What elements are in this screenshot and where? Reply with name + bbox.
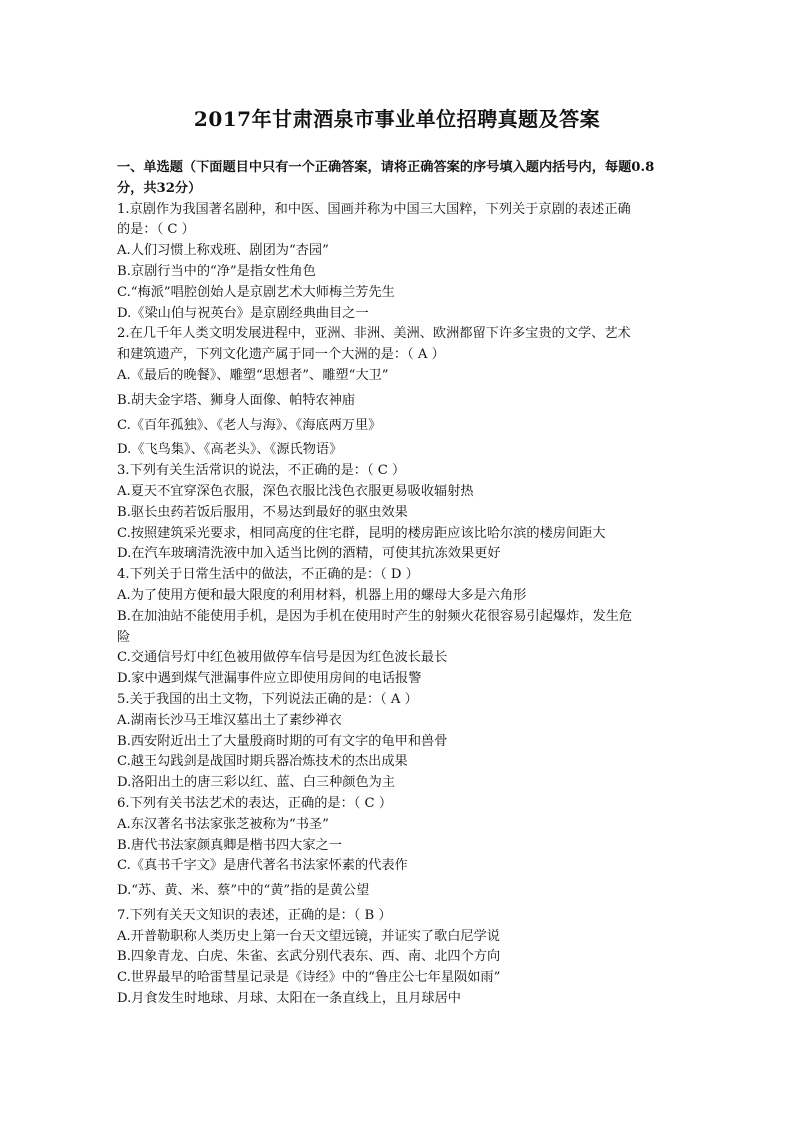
answer-option: B.西安附近出土了大量殷商时期的可有文字的龟甲和兽骨 [117,733,448,749]
answer-option: C.《百年孤独》、《老人与海》、《海底两万里》 [117,417,382,433]
question-block [117,906,697,1010]
answer-option: B.京剧行当中的“净”是指女性角色 [117,263,316,279]
question-block [117,324,697,461]
question-block [117,794,697,902]
question-block [117,690,697,794]
question-stem: 的是：（ C ） [117,222,195,238]
answer-option: D.月食发生时地球、月球、太阳在一条直线上，且月球居中 [117,991,461,1007]
section-heading-line: 一、单选题（下面题目中只有一个正确答案，请将正确答案的序号填入题内括号内，每题0.8 [117,160,655,175]
answer-option: D.“苏、黄、米、蔡”中的“黄”指的是黄公望 [117,883,370,899]
answer-option: B.驱长虫药若饭后服用，不易达到最好的驱虫效果 [117,504,408,520]
answer-option: A.开普勒职称人类历史上第一台天文望远镜，并证实了歌白尼学说 [117,928,500,944]
answer-option: A.《最后的晚餐》、雕塑“思想者”、雕塑“大卫” [117,367,389,383]
question-block [117,461,697,565]
answer-option: D.家中遇到煤气泄漏事件应立即使用房间的电话报警 [117,671,422,687]
answer-option: A.为了使用方便和最大限度的利用材料，机器上用的螺母大多是六角形 [117,587,527,603]
question-stem: 3.下列有关生活常识的说法，不正确的是：（ C ） [117,463,406,479]
question-stem: 2.在几千年人类文明发展进程中，亚洲、非洲、美洲、欧洲都留下许多宝贵的文学、艺术 [117,326,631,342]
answer-option: A.东汉著名书法家张芝被称为“书圣” [117,816,329,832]
answer-option: C.按照建筑采光要求，相同高度的住宅群，昆明的楼房距应该比哈尔滨的楼房间距大 [117,525,606,541]
answer-option: A.湖南长沙马王堆汉墓出土了素纱禅衣 [117,712,342,728]
question-block [117,565,697,690]
answer-option: C.世界最早的哈雷彗星记录是《诗经》中的“鲁庄公七年星陨如雨” [117,970,501,986]
answer-option: C.交通信号灯中红色被用做停车信号是因为红色波长最长 [117,650,448,666]
document-body [117,158,697,1010]
question-stem: 和建筑遗产，下列文化遗产属于同一个大洲的是：（ A ） [117,347,445,363]
question-block [117,200,697,325]
answer-option: 险 [117,629,131,645]
question-stem: 1.京剧作为我国著名剧种，和中医、国画并称为中国三大国粹，下列关于京剧的表述正确 [117,201,631,217]
answer-option: C.越王勾践剑是战国时期兵器冶炼技术的杰出成果 [117,754,408,770]
answer-option: B.胡夫金字塔、狮身人面像、帕特农神庙 [117,392,356,408]
answer-option: D.《梁山伯与祝英台》是京剧经典曲目之一 [117,305,369,321]
answer-option: C.“梅派”唱腔创始人是京剧艺术大师梅兰芳先生 [117,284,395,300]
answer-option: B.四象青龙、白虎、朱雀、玄武分别代表东、西、南、北四个方向 [117,949,501,965]
answer-option: A.人们习惯上称戏班、剧团为“杏园” [117,243,329,259]
section-heading [117,158,697,200]
document-title: 2017年甘肃酒泉市事业单位招聘真题及答案 [193,107,601,131]
answer-option: D.《飞鸟集》、《高老头》、《源氏物语》 [117,442,343,458]
answer-option: D.在汽车玻璃清洗液中加入适当比例的酒精，可使其抗冻效果更好 [117,546,501,562]
answer-option: B.唐代书法家颜真卿是楷书四大家之一 [117,837,342,853]
question-stem: 6.下列有关书法艺术的表达，正确的是：（ C ） [117,795,393,811]
answer-option: C.《真书千字文》是唐代著名书法家怀素的代表作 [117,858,408,874]
answer-option: A.夏天不宜穿深色衣服，深色衣服比浅色衣服更易吸收辐射热 [117,483,474,499]
answer-option: D.洛阳出土的唐三彩以红、蓝、白三种颜色为主 [117,775,396,791]
question-stem: 4.下列关于日常生活中的做法，不正确的是：（ D ） [117,567,419,583]
question-stem: 7.下列有关天文知识的表述，正确的是：（ B ） [117,907,392,923]
answer-option: B.在加油站不能使用手机，是因为手机在使用时产生的射频火花很容易引起爆炸，发生危 [117,608,633,624]
question-stem: 5.关于我国的出土文物，下列说法正确的是：（ A ） [117,691,418,707]
section-heading-line: 分，共32分） [117,180,202,196]
